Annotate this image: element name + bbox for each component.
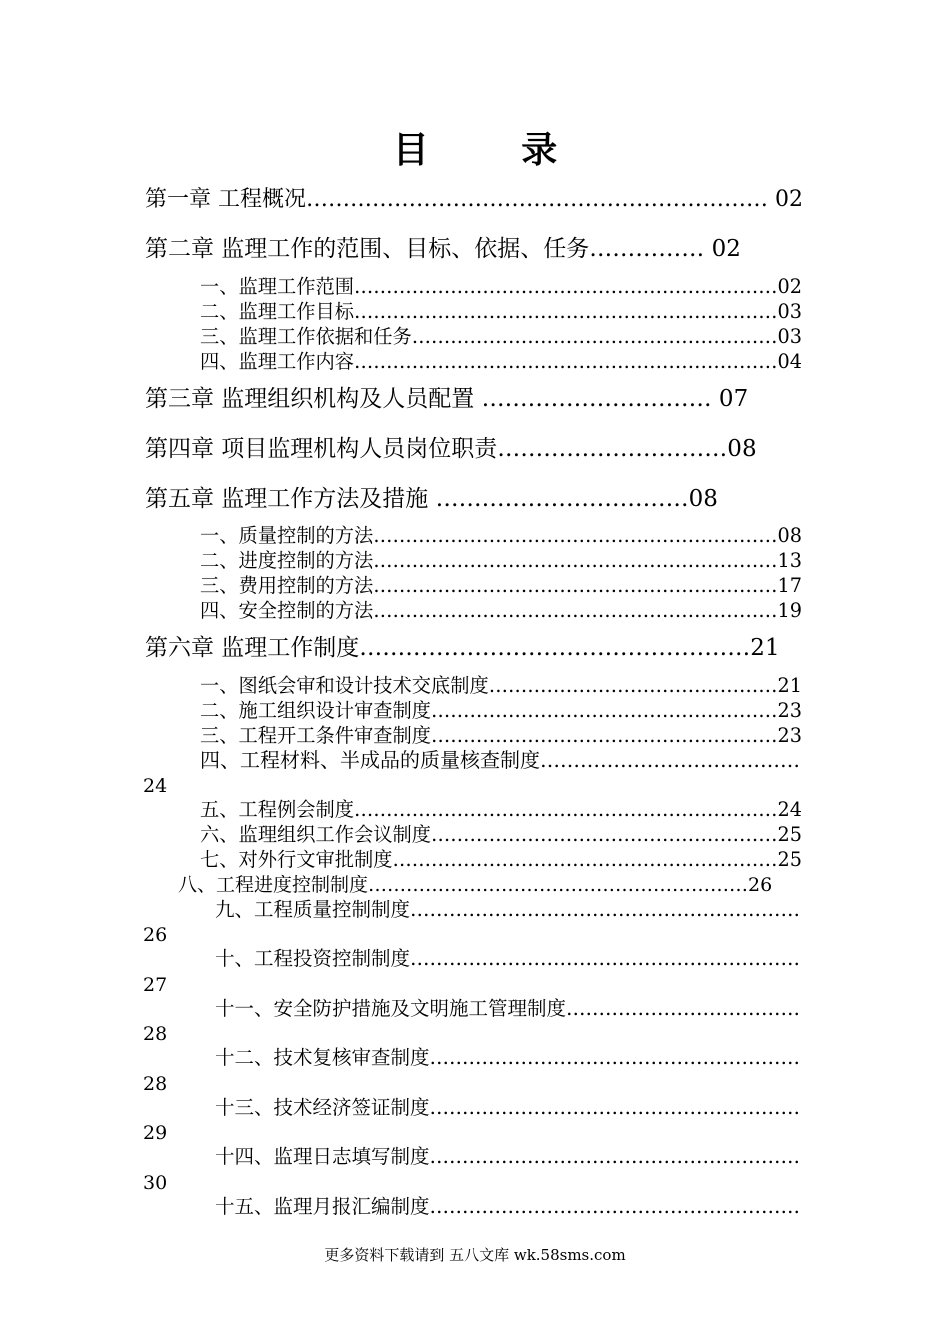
page-footer: 更多资料下载请到 五八文库 wk.58sms.com xyxy=(324,1246,626,1264)
toc-entry: 一、监理工作范围…………………………………………………………02 xyxy=(200,275,802,298)
toc-entry-chapter-5: 第五章 监理工作方法及措施 ……………………………08 xyxy=(145,486,718,512)
toc-entry: 二、进度控制的方法………………………………………………………13 xyxy=(200,549,802,572)
toc-entry-chapter-1: 第一章 工程概况……………………………………………………… 02 xyxy=(145,187,803,212)
toc-entry: 四、工程材料、半成品的质量核查制度………………………………… xyxy=(200,748,800,772)
toc-entry: 十五、监理月报汇编制度………………………………………………… xyxy=(215,1195,801,1218)
page-number: 29 xyxy=(143,1122,168,1144)
toc-entry: 十四、监理日志填写制度………………………………………………… xyxy=(215,1145,801,1168)
toc-entry-chapter-4: 第四章 项目监理机构人员岗位职责…………………………08 xyxy=(145,436,757,462)
toc-entry: 三、费用控制的方法………………………………………………………17 xyxy=(200,574,802,597)
toc-entry-chapter-2: 第二章 监理工作的范围、目标、依据、任务…………… 02 xyxy=(145,236,741,262)
toc-entry: 六、监理组织工作会议制度………………………………………………25 xyxy=(200,823,802,846)
page-number: 26 xyxy=(143,924,168,946)
page-title: 目 录 xyxy=(392,129,598,171)
toc-entry: 十、工程投资控制制度…………………………………………………… xyxy=(215,947,801,970)
toc-entry: 四、监理工作内容…………………………………………………………04 xyxy=(200,350,802,373)
toc-entry-chapter-6: 第六章 监理工作制度……………………………………………21 xyxy=(145,635,780,661)
toc-entry: 十一、安全防护措施及文明施工管理制度……………………………… xyxy=(215,997,801,1020)
toc-entry: 二、监理工作目标…………………………………………………………03 xyxy=(200,300,802,323)
toc-entry: 十三、技术经济签证制度………………………………………………… xyxy=(215,1096,801,1119)
toc-entry: 五、工程例会制度…………………………………………………………24 xyxy=(200,798,802,821)
toc-entry: 七、对外行文审批制度……………………………………………………25 xyxy=(200,848,802,871)
page-number: 28 xyxy=(143,1023,168,1045)
page-number: 28 xyxy=(143,1073,168,1095)
page-number: 27 xyxy=(143,974,168,996)
toc-entry: 四、安全控制的方法………………………………………………………19 xyxy=(200,599,802,622)
toc-entry: 九、工程质量控制制度…………………………………………………… xyxy=(215,898,801,921)
page-number: 24 xyxy=(143,775,168,797)
toc-entry: 一、图纸会审和设计技术交底制度………………………………………21 xyxy=(200,674,802,697)
page-number: 30 xyxy=(143,1172,168,1194)
toc-entry: 八、工程进度控制制度……………………………………………………26 xyxy=(178,874,773,896)
toc-entry: 三、工程开工条件审查制度………………………………………………23 xyxy=(200,724,802,747)
toc-entry: 一、质量控制的方法………………………………………………………08 xyxy=(200,524,802,547)
toc-entry: 二、施工组织设计审查制度………………………………………………23 xyxy=(200,699,802,722)
toc-entry: 十二、技术复核审查制度………………………………………………… xyxy=(215,1046,801,1069)
toc-entry-chapter-3: 第三章 监理组织机构及人员配置 ………………………… 07 xyxy=(145,386,749,412)
toc-entry: 三、监理工作依据和任务…………………………………………………03 xyxy=(200,325,802,348)
